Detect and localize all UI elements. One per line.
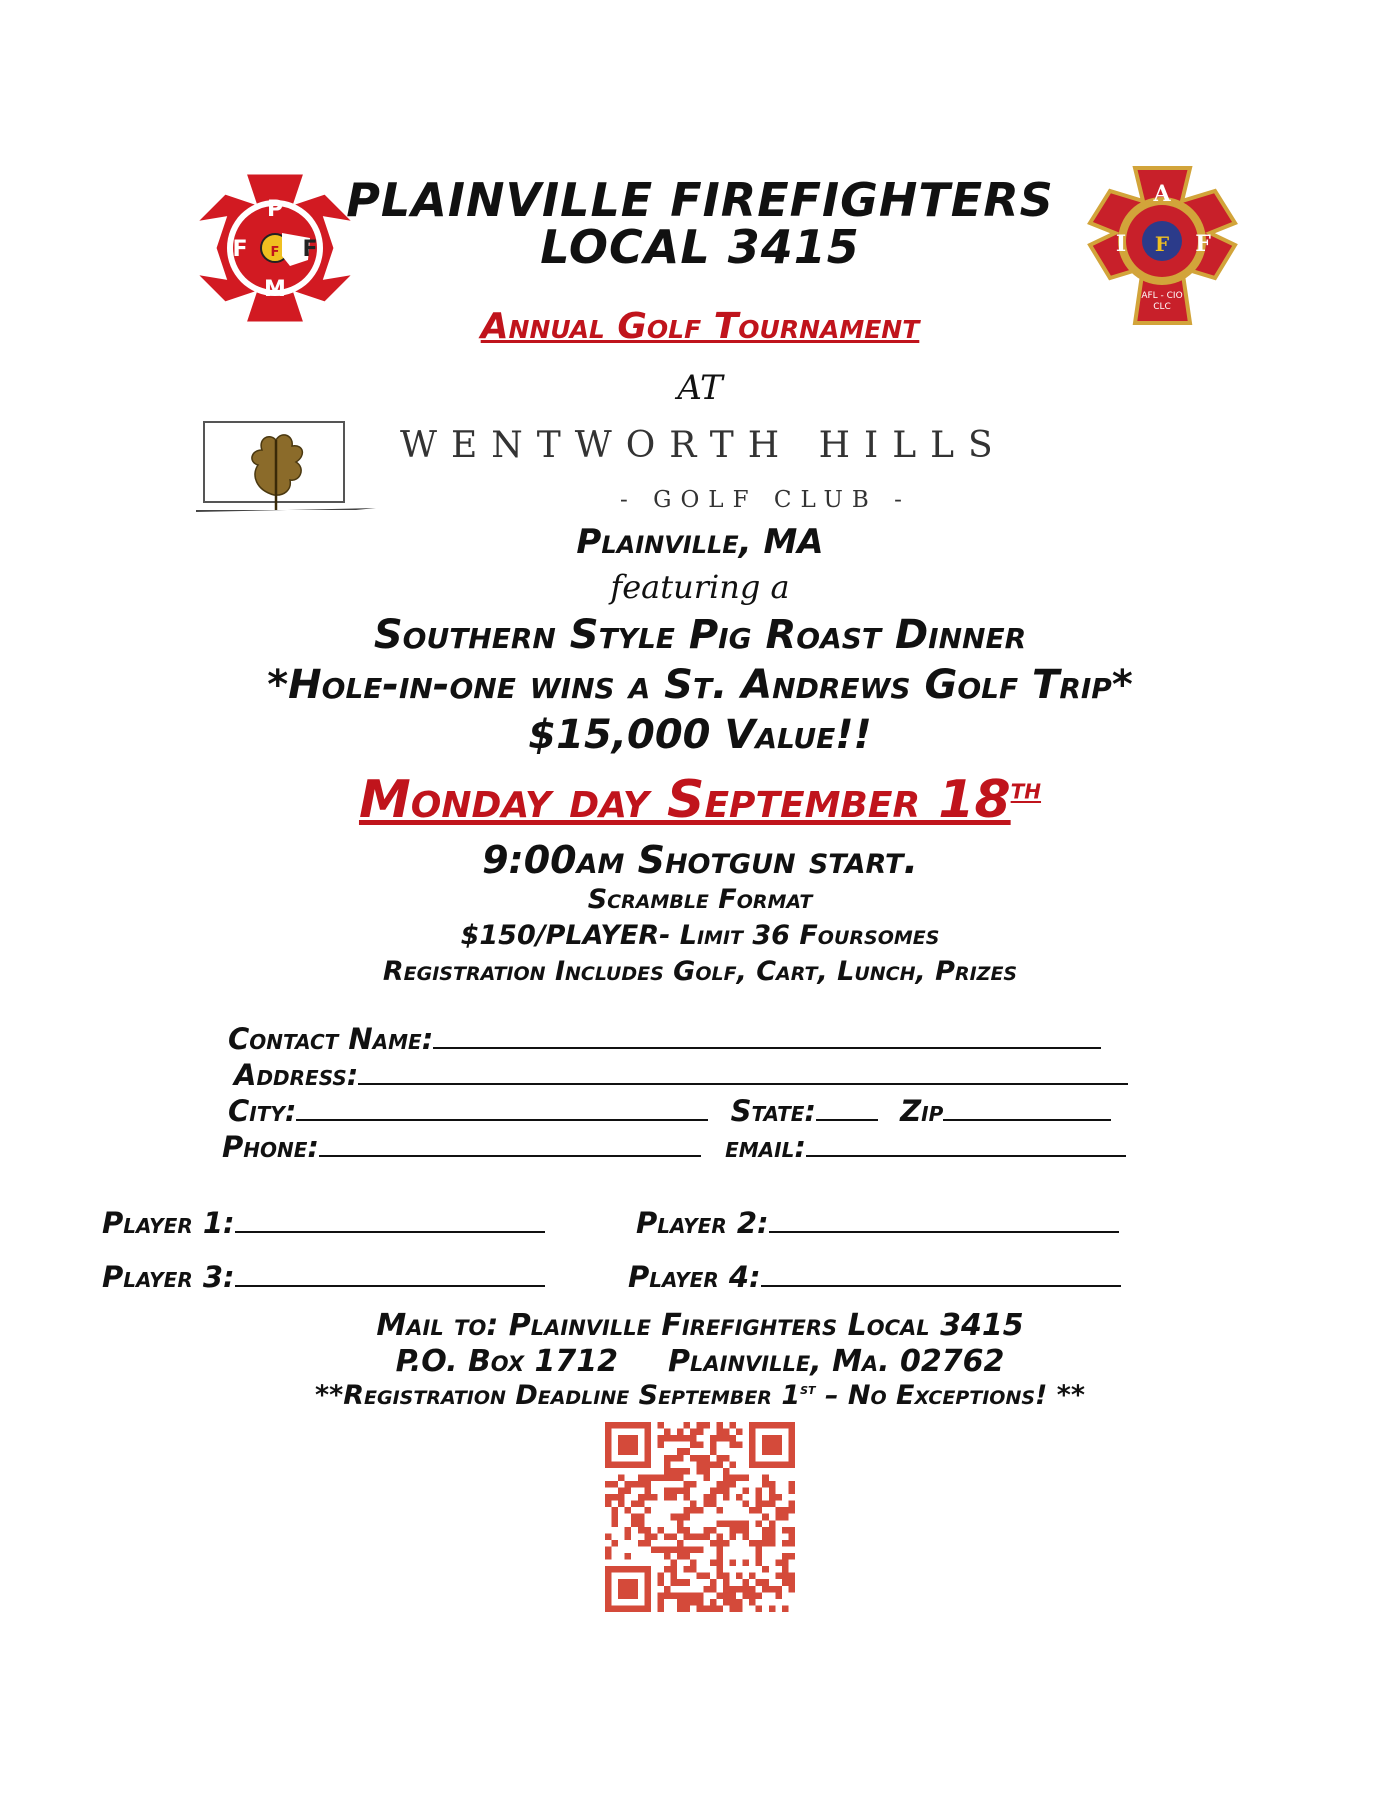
- at-label: AT: [677, 368, 723, 408]
- svg-text:F: F: [1195, 231, 1211, 257]
- address-field[interactable]: [358, 1059, 1128, 1085]
- mail-to: Mail to: Plainville Firefighters Local 3415: [376, 1308, 1024, 1343]
- contact-row: [228, 1022, 1101, 1056]
- state-field[interactable]: [816, 1095, 878, 1121]
- city-field[interactable]: [296, 1095, 708, 1121]
- price: $150/PLAYER- Limit 36 Foursomes: [460, 920, 940, 951]
- phone-field[interactable]: [319, 1131, 701, 1157]
- zip-label: Zip: [900, 1094, 944, 1128]
- venue-name: WENTWORTH HILLS: [400, 425, 1007, 466]
- email-label: email:: [725, 1130, 806, 1164]
- player3-field[interactable]: [235, 1261, 545, 1287]
- player3-label: Player 3:: [102, 1260, 235, 1294]
- qr-code-icon[interactable]: [605, 1422, 795, 1612]
- letter-p: P: [266, 197, 284, 222]
- org-title-line1: PLAINVILLE FIREFIGHTERS: [346, 173, 1054, 227]
- deadline: [0, 1380, 1400, 1411]
- featuring-label: featuring a: [610, 568, 790, 606]
- event-date-suffix: th: [1010, 772, 1042, 806]
- city-label: City:: [228, 1094, 297, 1128]
- player4-field[interactable]: [761, 1261, 1121, 1287]
- address-row: [234, 1058, 1128, 1092]
- location: Plainville, MA: [576, 522, 824, 562]
- player4-row: [628, 1260, 1121, 1294]
- player1-row: [102, 1206, 545, 1240]
- venue-logo-frame: [196, 420, 366, 510]
- player1-label: Player 1:: [102, 1206, 235, 1240]
- svg-text:I: I: [1115, 231, 1127, 257]
- feature-value: $15,000 Value!!: [528, 712, 872, 758]
- deadline-note: – No Exceptions! **: [815, 1380, 1085, 1411]
- start-time: 9:00am Shotgun start.: [482, 838, 918, 882]
- venue-subtitle: - GOLF CLUB -: [620, 487, 911, 513]
- org-title-line2: LOCAL 3415: [540, 220, 860, 274]
- svg-text:M: M: [264, 277, 286, 302]
- city-zip: Plainville, Ma. 02762: [668, 1344, 1005, 1379]
- zip-field[interactable]: [943, 1095, 1111, 1121]
- player2-label: Player 2:: [636, 1206, 769, 1240]
- svg-text:F: F: [270, 245, 280, 260]
- email-field[interactable]: [806, 1131, 1126, 1157]
- event-name: Annual Golf Tournament: [480, 306, 920, 347]
- phone-label: Phone:: [222, 1130, 319, 1164]
- svg-text:F: F: [302, 237, 318, 262]
- deadline-text: **Registration Deadline September 1: [315, 1380, 801, 1411]
- player1-field[interactable]: [235, 1207, 545, 1233]
- state-label: State:: [730, 1094, 817, 1128]
- event-date: [0, 770, 1400, 830]
- player4-label: Player 4:: [628, 1260, 761, 1294]
- player2-row: [636, 1206, 1119, 1240]
- po-box: P.O. Box 1712: [395, 1344, 619, 1379]
- format: Scramble Format: [587, 884, 813, 915]
- city-row: [228, 1094, 1111, 1128]
- svg-text:AFL - CIO: AFL - CIO: [1141, 291, 1183, 301]
- player3-row: [102, 1260, 545, 1294]
- svg-text:F: F: [232, 237, 248, 262]
- contact-field[interactable]: [433, 1023, 1101, 1049]
- contact-label: Contact Name:: [228, 1022, 434, 1056]
- svg-text:A: A: [1153, 181, 1171, 207]
- deadline-suffix: st: [800, 1380, 816, 1398]
- mail-address: [0, 1344, 1400, 1379]
- svg-text:CLC: CLC: [1153, 302, 1171, 312]
- address-label: Address:: [234, 1058, 359, 1092]
- svg-text:F: F: [1154, 232, 1170, 256]
- event-date-main: Monday day September 18: [358, 770, 1011, 830]
- includes: Registration Includes Golf, Cart, Lunch, Prizes: [382, 956, 1018, 987]
- feature-hole-in-one: *Hole-in-one wins a St. Andrews Golf Trip*: [267, 662, 1133, 708]
- feature-dinner: Southern Style Pig Roast Dinner: [373, 612, 1027, 658]
- player2-field[interactable]: [769, 1207, 1119, 1233]
- phone-row: [222, 1130, 1126, 1164]
